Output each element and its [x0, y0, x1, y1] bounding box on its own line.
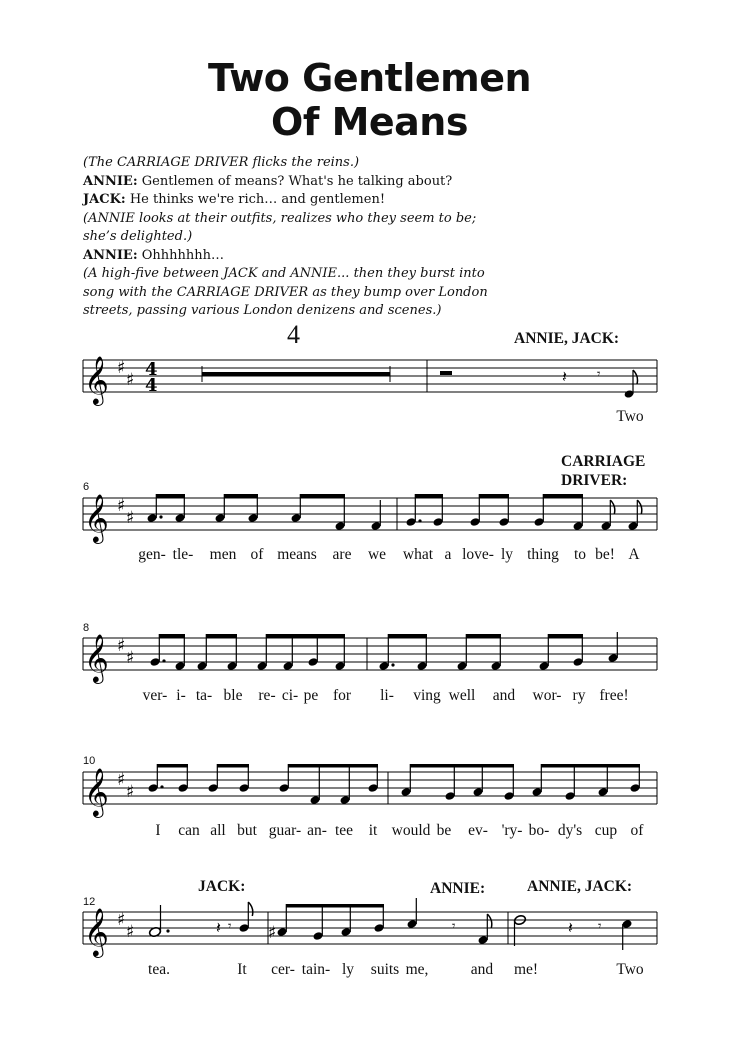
lyric-syllable: a [444, 546, 452, 563]
singer-cue: DRIVER: [561, 472, 628, 489]
lyric-syllable: of [630, 822, 644, 839]
treble-clef-icon: 𝄞 [84, 907, 109, 956]
lyric-syllable: means [277, 546, 317, 563]
direction-line: (ANNIE looks at their outfits, realizes who they seem to be; [83, 210, 477, 226]
note-group [238, 898, 632, 950]
note-dot [418, 519, 421, 522]
lyric-syllable: dy's [557, 822, 583, 839]
lyric-syllable: an- [307, 822, 327, 839]
lyric-syllable: be [436, 822, 452, 839]
half-rest [440, 371, 452, 375]
sharp-f-icon: ♯ [117, 770, 126, 790]
lyric-syllable: love- [462, 546, 494, 563]
lyric-syllable: well [448, 687, 476, 704]
lyric-syllable: ci- [281, 687, 299, 704]
speaker-name: ANNIE: [83, 173, 138, 189]
lyric-syllable: ry [572, 687, 586, 704]
lyric-syllable: for [332, 687, 352, 704]
note-beam [543, 494, 583, 498]
singer-cue: JACK: [198, 878, 246, 895]
dialogue-line [83, 247, 533, 266]
note-beam [541, 764, 640, 768]
treble-clef-icon: 𝄞 [84, 767, 109, 816]
lyric-syllable: thing [527, 546, 559, 563]
note-beam [157, 764, 188, 768]
lyric-syllable: li- [380, 687, 394, 704]
lyric-syllable: and [492, 687, 516, 704]
dialogue-text: Gentlemen of means? What's he talking about? [137, 173, 453, 189]
note-beam [548, 634, 583, 638]
lyric-syllable: what [402, 546, 434, 563]
note-beam [288, 764, 378, 768]
note-beam [388, 634, 427, 638]
eighth-rest: 𝄾 [598, 919, 602, 934]
lyric-syllable: tea. [148, 961, 170, 978]
lyric-syllable: bo- [528, 822, 550, 839]
lyric-syllable: free! [599, 687, 629, 704]
lyric-syllable: cup [594, 822, 618, 839]
lyric-syllable: A [628, 546, 640, 563]
note-beam [266, 634, 345, 638]
lyric-syllable: all [210, 822, 226, 839]
eighth-rest: 𝄾 [597, 367, 601, 382]
note-beam [156, 494, 185, 498]
lyric-syllable: gen- [138, 546, 166, 563]
direction-line: song with the CARRIAGE DRIVER as they bump over London [83, 284, 488, 300]
lyric-syllable: we [367, 546, 387, 563]
measure-number: 12 [83, 896, 96, 908]
note-beam [410, 764, 514, 768]
song-title-line-1: Two Gentlemen [207, 56, 532, 100]
note-beam [415, 494, 443, 498]
lyric-syllable: ly [341, 961, 355, 978]
lyric-syllable: to [573, 546, 587, 563]
dialogue-text: Ohhhhhhh… [137, 247, 225, 263]
lyric-syllable: It [237, 961, 247, 978]
sharp-c-icon: ♯ [126, 922, 135, 942]
note-beam [479, 494, 509, 498]
lyric-syllable: ving [413, 687, 441, 704]
measure-number: 8 [83, 622, 90, 634]
note-beam [300, 494, 345, 498]
multirest-count: 4 [287, 320, 300, 349]
singer-cue: ANNIE, JACK: [527, 878, 633, 895]
lyric-syllable: suits [370, 961, 400, 978]
sharp-accidental-icon: ♯ [268, 923, 277, 943]
note-dot [162, 659, 165, 662]
lyric-syllable: would [391, 822, 431, 839]
sharp-f-icon: ♯ [117, 496, 126, 516]
direction-line: streets, passing various London denizens and scenes.) [83, 303, 442, 318]
note-beam [286, 904, 384, 908]
note-beam [159, 634, 185, 638]
note-dot [391, 663, 394, 666]
time-signature-top: 4 [145, 359, 158, 380]
speaker-name: JACK: [83, 192, 126, 207]
singer-cue: CARRIAGE [561, 453, 646, 470]
measure-number: 6 [83, 481, 90, 493]
treble-clef-icon: 𝄞 [84, 493, 109, 542]
lyric-syllable: me! [513, 961, 539, 978]
lyric-syllable: of [250, 546, 264, 563]
singer-cue: ANNIE, JACK: [514, 330, 620, 347]
sharp-f-icon: ♯ [117, 636, 126, 656]
dialogue-line [83, 191, 533, 210]
note-beam [224, 494, 258, 498]
lyric-syllable: guar- [268, 822, 302, 839]
lyric-syllable: pe [303, 687, 319, 704]
lyric-syllable: tle- [172, 546, 194, 563]
treble-clef-icon: 𝄞 [84, 355, 109, 404]
lyric-syllable: be! [595, 546, 615, 563]
note-beam [217, 764, 249, 768]
lyric-syllable: men [209, 546, 237, 563]
note-dot [159, 515, 162, 518]
lyric-syllable: tain- [301, 961, 331, 978]
lyric-syllable: ly [500, 546, 514, 563]
lyric-syllable: ta- [195, 687, 213, 704]
dialogue-text: He thinks we're rich… and gentlemen! [125, 192, 386, 207]
lyric-syllable: are [332, 546, 352, 563]
lyric-syllable: ver- [142, 687, 168, 704]
speaker-name: ANNIE: [83, 247, 138, 263]
sharp-c-icon: ♯ [126, 508, 135, 528]
sharp-c-icon: ♯ [126, 370, 135, 390]
lyric-syllable: can [178, 822, 200, 839]
lyric-syllable: ble [223, 687, 243, 704]
quarter-rest: 𝄽 [568, 918, 573, 937]
lyric-syllable: re- [258, 687, 276, 704]
direction-line: (The CARRIAGE DRIVER flicks the reins.) [83, 155, 360, 170]
lyric-syllable: it [368, 822, 378, 839]
treble-clef-icon: 𝄞 [84, 633, 109, 682]
stage-directions [83, 154, 533, 321]
lyric-syllable: cer- [271, 961, 295, 978]
lyric-syllable: and [470, 961, 494, 978]
note-dot [160, 785, 163, 788]
quarter-rest: 𝄽 [216, 918, 221, 937]
direction-line: she’s delighted.) [83, 229, 193, 244]
lyric-syllable: me, [405, 961, 429, 978]
lyric-syllable: Two [616, 408, 644, 425]
quarter-rest: 𝄽 [562, 367, 567, 386]
note-beam [206, 634, 237, 638]
singer-cue: ANNIE: [430, 880, 486, 897]
note-group [147, 764, 640, 805]
sharp-c-icon: ♯ [126, 782, 135, 802]
lyric-syllable: 'ry- [501, 822, 523, 839]
lyric-syllable: I [155, 822, 161, 839]
lyric-syllable: Two [616, 961, 644, 978]
multimeasure-rest [202, 372, 390, 376]
direction-line: (A high-five between JACK and ANNIE... then they burst into [83, 266, 485, 281]
eighth-rest: 𝄾 [228, 919, 232, 934]
lyric-syllable: wor- [532, 687, 562, 704]
note-beam [466, 634, 501, 638]
dialogue-line [83, 173, 533, 192]
lyric-syllable: tee [334, 822, 354, 839]
measure-number: 10 [83, 755, 96, 767]
eighth-rest: 𝄾 [452, 919, 456, 934]
sharp-c-icon: ♯ [126, 648, 135, 668]
song-title-line-2: Of Means [271, 100, 468, 144]
note-group [146, 494, 641, 531]
lyric-syllable: ev- [468, 822, 488, 839]
time-signature-bottom: 4 [145, 375, 158, 396]
lyric-syllable: but [237, 822, 257, 839]
sharp-f-icon: ♯ [117, 358, 126, 378]
sharp-f-icon: ♯ [117, 910, 126, 930]
lyric-syllable: i- [176, 687, 186, 704]
